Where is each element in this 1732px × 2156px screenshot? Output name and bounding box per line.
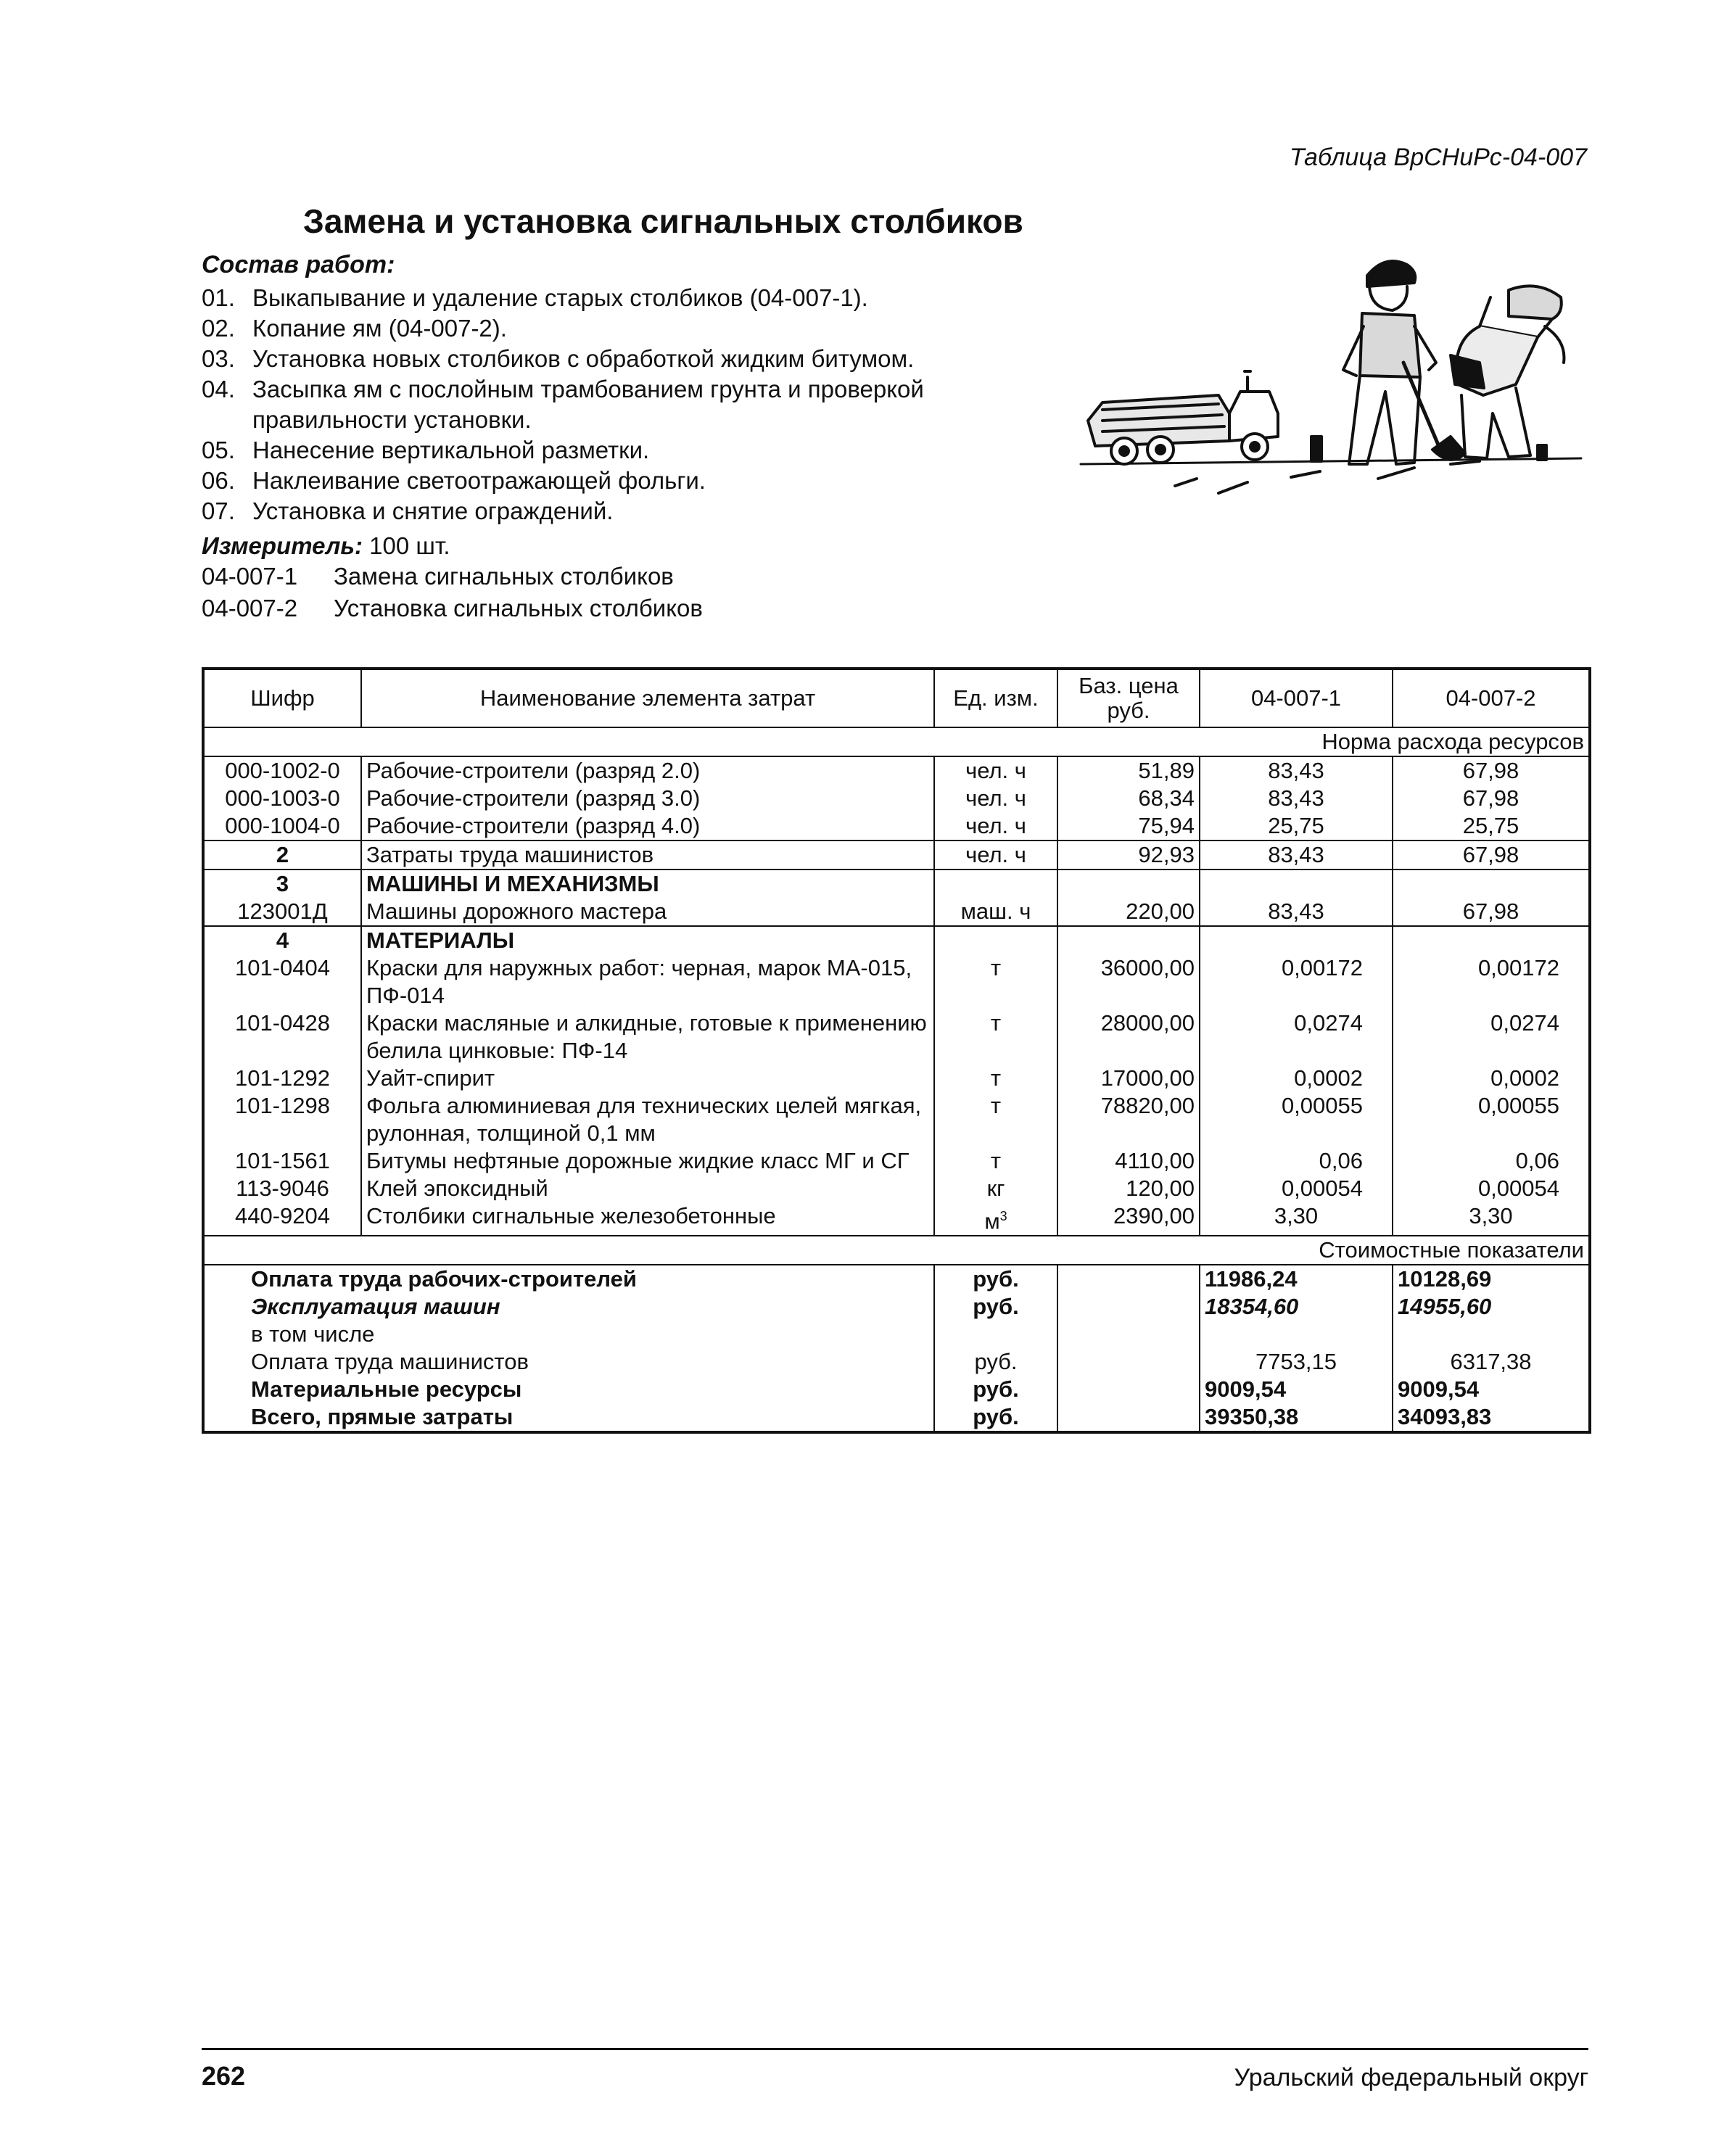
work-item-number: 01. [202, 284, 235, 311]
cell-code: 000-1002-0 [203, 756, 361, 785]
work-item [202, 283, 1065, 313]
work-item-number: 02. [202, 315, 235, 342]
cell-price: 28000,00 [1057, 1009, 1200, 1065]
cost-value-1: 18354,60 [1200, 1293, 1393, 1321]
unit-text: м [984, 1208, 1000, 1234]
table-group-row [203, 870, 1590, 898]
cell-name: Фольга алюминиевая для технических целей мягкая, рулонная, толщиной 0,1 мм [361, 1092, 934, 1147]
cost-row [203, 1265, 1590, 1293]
cell-value-2: 0,00172 [1393, 954, 1590, 1009]
cell-value-1: 25,75 [1200, 812, 1393, 840]
cell-group-name: МАШИНЫ И МЕХАНИЗМЫ [361, 870, 934, 898]
cell-value-2: 3,30 [1393, 1202, 1590, 1236]
cell-price: 17000,00 [1057, 1065, 1200, 1092]
table-row [203, 1092, 1590, 1147]
work-item [202, 313, 1065, 344]
page-number: 262 [202, 2061, 246, 2091]
cell-unit: т [934, 1009, 1057, 1065]
code-name: Установка сигнальных столбиков [334, 595, 703, 621]
work-item-number: 06. [202, 467, 235, 494]
cost-value-2: 10128,69 [1393, 1265, 1590, 1293]
cell-code: 101-1292 [203, 1065, 361, 1092]
work-item-number: 07. [202, 497, 235, 524]
cell-value-1: 0,06 [1200, 1147, 1393, 1175]
cell-unit: кг [934, 1175, 1057, 1202]
cost-value-1: 11986,24 [1200, 1265, 1393, 1293]
cost-value-1: 7753,15 [1200, 1348, 1393, 1376]
cell-value-1: 0,00172 [1200, 954, 1393, 1009]
resource-table [202, 667, 1591, 1434]
cell-unit: т [934, 1092, 1057, 1147]
cell-name: Затраты труда машинистов [361, 840, 934, 870]
cell-value-1: 83,43 [1200, 756, 1393, 785]
work-item-number: 04. [202, 376, 235, 402]
cell-value-1: 83,43 [1200, 785, 1393, 812]
cost-section-label: Стоимостные показатели [1200, 1236, 1590, 1265]
cell-value-2: 0,06 [1393, 1147, 1590, 1175]
cell-code: 2 [203, 840, 361, 870]
cost-unit: руб. [934, 1265, 1057, 1293]
cell-value-1: 0,00055 [1200, 1092, 1393, 1147]
cell-price: 220,00 [1057, 898, 1200, 926]
cost-row [203, 1403, 1590, 1432]
cost-name: Эксплуатация машин [203, 1293, 934, 1321]
region-name: Уральский федеральный округ [1234, 2064, 1588, 2091]
cost-name: в том числе [203, 1321, 934, 1348]
cell-unit: чел. ч [934, 756, 1057, 785]
cell-value-1: 0,0002 [1200, 1065, 1393, 1092]
cost-value-2: 14955,60 [1393, 1293, 1590, 1321]
cell-value-2: 0,0002 [1393, 1065, 1590, 1092]
cell-code: 3 [203, 870, 361, 898]
cell-unit: т [934, 1065, 1057, 1092]
table-row [203, 812, 1590, 840]
measure-label: Измеритель: [202, 532, 363, 559]
header-col-04-007-2: 04-007-2 [1393, 669, 1590, 727]
table-row [203, 898, 1590, 926]
cost-row [203, 1376, 1590, 1403]
code-id: 04-007-1 [202, 563, 298, 590]
work-item-text: Установка новых столбиков с обработкой жидким битумом. [252, 345, 915, 372]
cell-code: 113-9046 [203, 1175, 361, 1202]
code-name: Замена сигнальных столбиков [334, 563, 674, 590]
cell-price: 92,93 [1057, 840, 1200, 870]
cell-price: 4110,00 [1057, 1147, 1200, 1175]
table-row [203, 1009, 1590, 1065]
work-item-text: Нанесение вертикальной разметки. [252, 437, 650, 463]
cell-code: 101-1298 [203, 1092, 361, 1147]
measure-value: 100 шт. [369, 532, 450, 559]
cell-name: Рабочие-строители (разряд 3.0) [361, 785, 934, 812]
cell-value-2: 25,75 [1393, 812, 1590, 840]
page-title: Замена и установка сигнальных столбиков [303, 202, 1023, 240]
table-row [203, 756, 1590, 785]
table-row [203, 954, 1590, 1009]
work-item [202, 466, 1065, 496]
work-item [202, 496, 1065, 526]
cell-value-2: 67,98 [1393, 840, 1590, 870]
table-group-row [203, 926, 1590, 954]
cell-value-2: 67,98 [1393, 756, 1590, 785]
cell-name: Столбики сигнальные железобетонные [361, 1202, 934, 1236]
table-row [203, 840, 1590, 870]
cell-price: 75,94 [1057, 812, 1200, 840]
table-row [203, 1147, 1590, 1175]
unit-superscript: 3 [999, 1209, 1007, 1223]
cell-unit: чел. ч [934, 812, 1057, 840]
code-line [202, 595, 703, 622]
footer-rule [202, 2048, 1588, 2050]
worker-shovel-drawing [1343, 261, 1465, 464]
norm-section-label: Норма расхода ресурсов [1200, 727, 1590, 756]
cell-unit: т [934, 1147, 1057, 1175]
truck-drawing [1088, 371, 1278, 464]
cell-name: Рабочие-строители (разряд 2.0) [361, 756, 934, 785]
cell-unit: чел. ч [934, 840, 1057, 870]
cell-value-1: 83,43 [1200, 898, 1393, 926]
cell-value-1: 83,43 [1200, 840, 1393, 870]
table-row [203, 1065, 1590, 1092]
work-item-text: Копание ям (04-007-2). [252, 315, 507, 342]
cost-row [203, 1293, 1590, 1321]
worker-helmet-drawing [1451, 286, 1564, 458]
cell-code: 101-0404 [203, 954, 361, 1009]
cell-unit: чел. ч [934, 785, 1057, 812]
header-col-04-007-1: 04-007-1 [1200, 669, 1393, 727]
cost-value-2: 9009,54 [1393, 1376, 1590, 1403]
cell-value-1: 0,0274 [1200, 1009, 1393, 1065]
cost-name: Оплата труда рабочих-строителей [203, 1265, 934, 1293]
cost-name: Материальные ресурсы [203, 1376, 934, 1403]
work-item-text: Установка и снятие ограждений. [252, 497, 614, 524]
cell-price: 68,34 [1057, 785, 1200, 812]
cell-value-2: 67,98 [1393, 898, 1590, 926]
cell-code: 101-1561 [203, 1147, 361, 1175]
cost-name: Всего, прямые затраты [203, 1403, 934, 1432]
cell-value-1: 0,00054 [1200, 1175, 1393, 1202]
cost-unit: руб. [934, 1376, 1057, 1403]
cell-name: Уайт-спирит [361, 1065, 934, 1092]
norm-section-row [203, 727, 1590, 756]
table-row [203, 785, 1590, 812]
work-item-text: Выкапывание и удаление старых столбиков (04-007-1). [252, 284, 868, 311]
cell-price: 51,89 [1057, 756, 1200, 785]
header-name: Наименование элемента затрат [361, 669, 934, 727]
cost-value-2: 34093,83 [1393, 1403, 1590, 1432]
cell-code: 123001Д [203, 898, 361, 926]
table-header-row [203, 669, 1590, 727]
header-base-price: Баз. цена руб. [1057, 669, 1200, 727]
cell-code: 000-1004-0 [203, 812, 361, 840]
table-label: Таблица ВрСНиРс-04-007 [1289, 144, 1587, 171]
cost-value-1: 39350,38 [1200, 1403, 1393, 1432]
cell-value-2: 0,00054 [1393, 1175, 1590, 1202]
cell-code: 4 [203, 926, 361, 954]
cell-group-name: МАТЕРИАЛЫ [361, 926, 934, 954]
cell-unit: маш. ч [934, 898, 1057, 926]
cell-unit [934, 1202, 1057, 1236]
code-line [202, 563, 674, 590]
cell-name: Рабочие-строители (разряд 4.0) [361, 812, 934, 840]
cell-name: Битумы нефтяные дорожные жидкие класс МГ и СГ [361, 1147, 934, 1175]
cell-name: Машины дорожного мастера [361, 898, 934, 926]
road-workers-illustration [1073, 247, 1596, 522]
work-item [202, 374, 1050, 435]
table-row [203, 1202, 1590, 1236]
cell-code: 000-1003-0 [203, 785, 361, 812]
cell-value-1: 3,30 [1200, 1202, 1393, 1236]
cell-code: 440-9204 [203, 1202, 361, 1236]
code-id: 04-007-2 [202, 595, 298, 621]
cost-name: Оплата труда машинистов [203, 1348, 934, 1376]
cell-code: 101-0428 [203, 1009, 361, 1065]
table-row [203, 1175, 1590, 1202]
cost-row [203, 1321, 1590, 1348]
cell-name: Клей эпоксидный [361, 1175, 934, 1202]
cost-unit: руб. [934, 1293, 1057, 1321]
cell-value-2: 0,00055 [1393, 1092, 1590, 1147]
work-composition-heading: Состав работ: [202, 251, 395, 278]
cell-name: Краски для наружных работ: черная, марок МА-015, ПФ-014 [361, 954, 934, 1009]
cell-price: 36000,00 [1057, 954, 1200, 1009]
measure-line [202, 532, 450, 560]
cost-value-1: 9009,54 [1200, 1376, 1393, 1403]
cell-price: 120,00 [1057, 1175, 1200, 1202]
header-code: Шифр [203, 669, 361, 727]
work-item-text: Наклеивание светоотражающей фольги. [252, 467, 706, 494]
cost-row [203, 1348, 1590, 1376]
cell-price: 2390,00 [1057, 1202, 1200, 1236]
work-item [202, 344, 1065, 374]
cost-section-row [203, 1236, 1590, 1265]
cell-value-2: 0,0274 [1393, 1009, 1590, 1065]
cost-unit: руб. [934, 1403, 1057, 1432]
work-item [202, 435, 1065, 466]
cell-name: Краски масляные и алкидные, готовые к применению белила цинковые: ПФ-14 [361, 1009, 934, 1065]
work-item-text: Засыпка ям с послойным трамбованием грунта и проверкой правильности установки. [252, 376, 924, 433]
work-item-number: 05. [202, 437, 235, 463]
cell-unit: т [934, 954, 1057, 1009]
cost-unit: руб. [934, 1348, 1057, 1376]
work-item-number: 03. [202, 345, 235, 372]
header-unit: Ед. изм. [934, 669, 1057, 727]
cell-value-2: 67,98 [1393, 785, 1590, 812]
cell-price: 78820,00 [1057, 1092, 1200, 1147]
cost-value-2: 6317,38 [1393, 1348, 1590, 1376]
